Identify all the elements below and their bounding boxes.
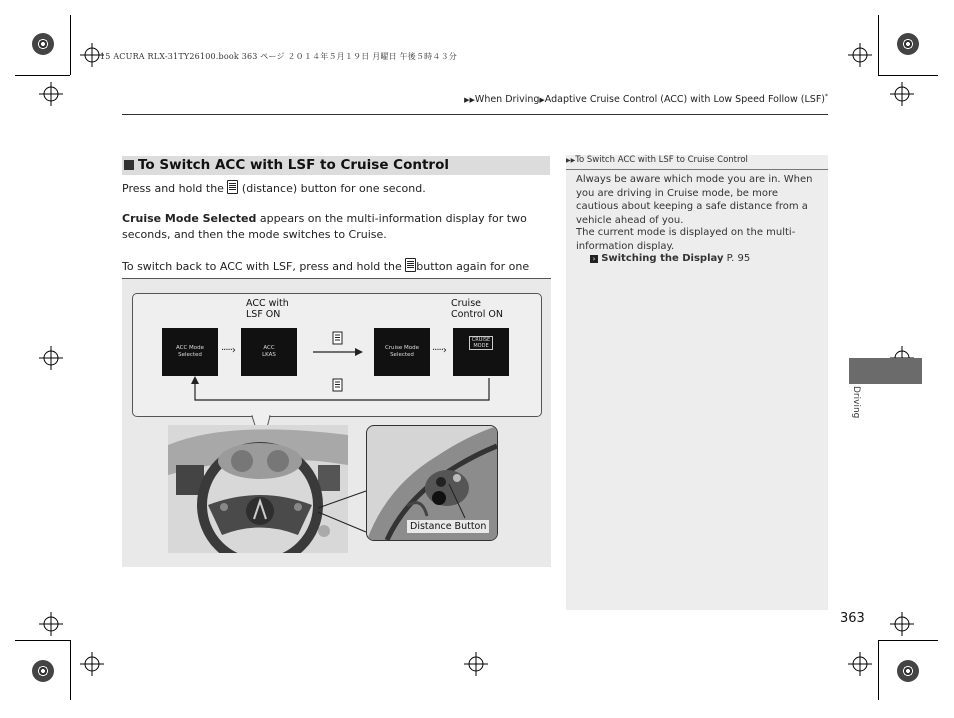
breadcrumb xyxy=(464,93,828,105)
body-text-segment: Press and hold the xyxy=(122,182,228,195)
file-header: 15 ACURA RLX-31TY26100.book 363 ページ ２０１４年５月１９日 月曜日 午後５時４３分 xyxy=(100,52,457,61)
reference-link[interactable]: Switching the Display xyxy=(601,253,724,264)
chapter-tab-label: Driving xyxy=(851,386,861,419)
screen-acc-lkas: ACC LKAS xyxy=(241,328,297,376)
body-text-segment: To switch back to ACC with LSF, press and hold the xyxy=(122,260,406,273)
acc-lsf-on-label: ACC with LSF ON xyxy=(246,298,289,320)
illustration-figure xyxy=(122,279,551,567)
screen-acc-mode-selected: ACC Mode Selected xyxy=(162,328,218,376)
section-heading xyxy=(122,156,550,175)
body-text-segment: (distance) button for one second. xyxy=(238,182,426,195)
reference-arrow-icon: › xyxy=(590,255,598,263)
sidebar-paragraph: The current mode is displayed on the multi-information display. xyxy=(576,227,796,252)
reference-page: P. 95 xyxy=(723,253,751,264)
cruise-mode-selected-term: Cruise Mode Selected xyxy=(122,212,257,225)
color-rosette-icon xyxy=(32,660,54,682)
body-paragraph xyxy=(122,180,552,197)
body-paragraph xyxy=(122,211,552,242)
header-rule xyxy=(122,114,828,115)
color-rosette-icon xyxy=(897,660,919,682)
sidebar-paragraph: Always be aware which mode you are in. When you are driving in Cruise mode, be more cautious about keeping a safe distance from a vehicle ahead of you. xyxy=(576,174,813,226)
body-text-segment: appears on the multi-information display for two seconds, and then the mode switches to Cruise. xyxy=(122,212,527,241)
breadcrumb-part[interactable]: Adaptive Cruise Control (ACC) with Low Speed Follow (LSF) xyxy=(544,94,825,106)
breadcrumb-part[interactable]: When Driving xyxy=(474,94,540,106)
sidebar-header xyxy=(566,155,828,170)
distance-button-icon xyxy=(405,258,416,272)
sidebar-header-text: To Switch ACC with LSF to Cruise Control xyxy=(575,155,748,165)
page-number: 363 xyxy=(840,611,865,626)
body-text-segment: button again for one xyxy=(416,260,530,273)
dotted-arrow-icon: ·····› xyxy=(221,345,235,356)
chapter-tab[interactable] xyxy=(849,358,922,384)
sidebar-reference[interactable] xyxy=(590,252,836,266)
dotted-arrow-icon: ·····› xyxy=(432,345,446,356)
breadcrumb-arrow-icon: ▶▶ xyxy=(464,96,475,105)
breadcrumb-arrow-icon: ▶ xyxy=(539,96,545,105)
distance-button-label: Distance Button xyxy=(407,520,489,533)
breadcrumb-asterisk: * xyxy=(825,93,828,100)
color-rosette-icon xyxy=(897,33,919,55)
color-rosette-icon xyxy=(32,33,54,55)
distance-button-zoom-inset xyxy=(366,425,498,541)
cruise-mode-badge: CRUISE MODE xyxy=(469,336,493,350)
section-title: To Switch ACC with LSF to Cruise Control xyxy=(138,157,449,173)
reference-arrow-icon: ▶▶ xyxy=(566,157,576,164)
distance-button-icon xyxy=(227,180,238,194)
screen-cruise-mode-selected: Cruise Mode Selected xyxy=(374,328,430,376)
cruise-control-on-label: Cruise Control ON xyxy=(451,298,503,320)
section-square-icon xyxy=(124,160,134,170)
